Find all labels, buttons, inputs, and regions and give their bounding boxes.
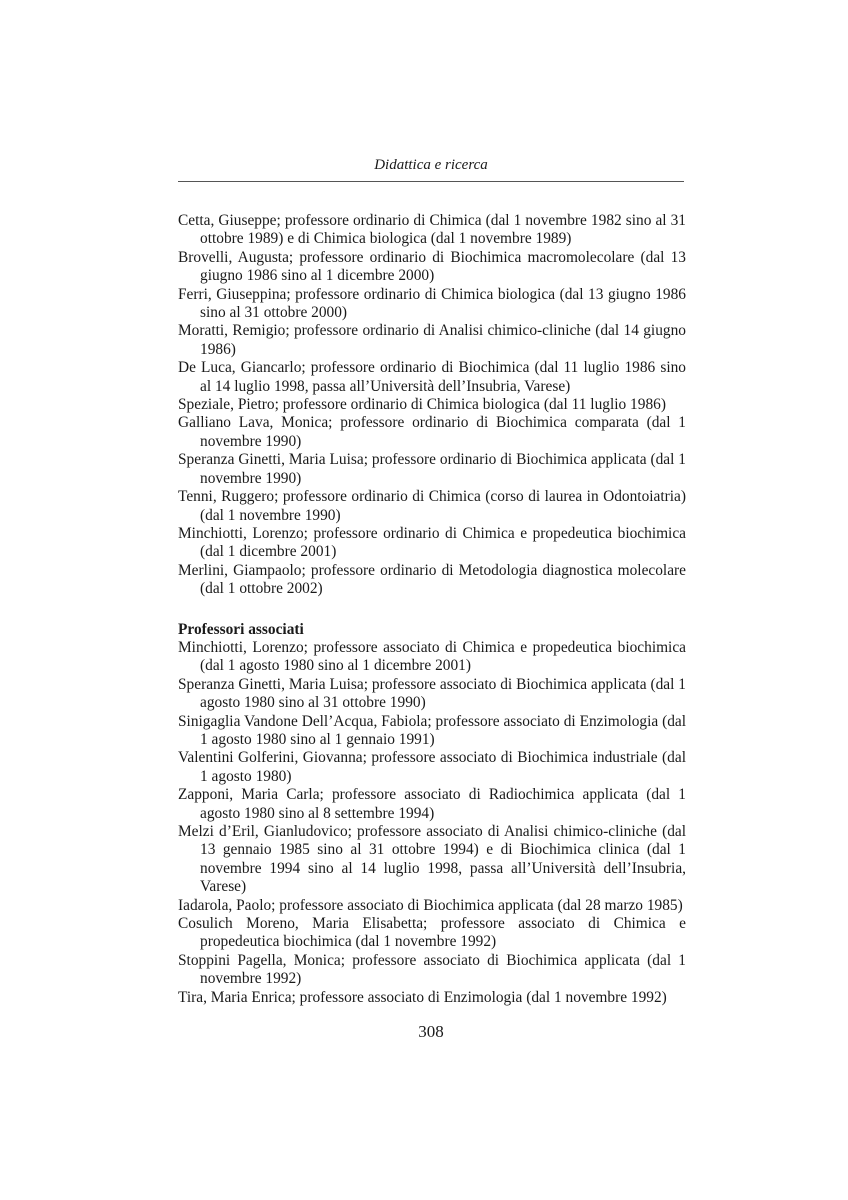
list-item: Iadarola, Paolo; professore associato di Biochimica applicata (dal 28 marzo 1985) [178,896,683,914]
page-number: 308 [418,1022,444,1041]
list-item: Speziale, Pietro; professore ordinario di Chimica biologica (dal 11 luglio 1986) [178,396,666,414]
list-item: Speranza Ginetti, Maria Luisa; professore ordinario di Biochimica applicata (dal 1 novembre 1990) [178,451,686,487]
header-rule [178,181,684,182]
list-item: Brovelli, Augusta; professore ordinario di Biochimica macromolecolare (dal 13 giugno 1986 sino al 1 dicembre 2000) [178,248,686,285]
list-item: De Luca, Giancarlo; professore ordinario di Biochimica (dal 11 luglio 1986 sino al 14 luglio 1998, passa all’Università dell’Insubria, Varese) [178,359,686,395]
running-head: Didattica e ricerca [374,157,488,173]
associati-list [178,639,686,1007]
list-item: Tira, Maria Enrica; professore associato di Enzimologia (dal 1 novembre 1992) [178,988,667,1006]
list-item: Tenni, Ruggero; professore ordinario di Chimica (corso di laurea in Odontoiatria) (dal 1 novembre 1990) [178,488,686,524]
list-item: Minchiotti, Lorenzo; professore ordinario di Chimica e propedeutica biochimica (dal 1 dicembre 2001) [178,524,686,561]
section-heading-associati: Professori associati [178,620,304,638]
list-item: Stoppini Pagella, Monica; professore associato di Biochimica applicata (dal 1 novembre 1992) [178,951,686,988]
list-item: Sinigaglia Vandone Dell’Acqua, Fabiola; professore associato di Enzimologia (dal 1 agosto 1980 sino al 1 gennaio 1991) [178,712,686,748]
list-item: Cosulich Moreno, Maria Elisabetta; professore associato di Chimica e propedeutica biochimica (dal 1 novembre 1992) [178,915,686,951]
list-item: Cetta, Giuseppe; professore ordinario di Chimica (dal 1 novembre 1982 sino al 31 ottobre 1989) e di Chimica biologica (dal 1 novembre 1989) [178,212,686,248]
list-item: Galliano Lava, Monica; professore ordinario di Biochimica comparata (dal 1 novembre 1990) [178,414,686,450]
ordinari-list [178,212,686,599]
list-item: Melzi d’Eril, Gianludovico; professore associato di Analisi chimico-cliniche (dal 13 gennaio 1985 sino al 31 ottobre 1994) e di Biochimica clinica (dal 1 novembre 1994 sino al 14 luglio 1998, passa all’Università dell’Insubria, Varese) [178,823,686,896]
list-item: Merlini, Giampaolo; professore ordinario di Metodologia diagnostica molecolare (dal 1 ottobre 2002) [178,561,686,598]
list-item: Valentini Golferini, Giovanna; professore associato di Biochimica industriale (dal 1 agosto 1980) [178,749,686,785]
list-item: Zapponi, Maria Carla; professore associato di Radiochimica applicata (dal 1 agosto 1980 sino al 8 settembre 1994) [178,786,686,822]
list-item: Ferri, Giuseppina; professore ordinario di Chimica biologica (dal 13 giugno 1986 sino al 31 ottobre 2000) [178,285,686,322]
page-body [178,212,686,1007]
list-item: Speranza Ginetti, Maria Luisa; professore associato di Biochimica applicata (dal 1 agosto 1980 sino al 31 ottobre 1990) [178,675,686,712]
list-item: Moratti, Remigio; professore ordinario di Analisi chimico-cliniche (dal 14 giugno 1986) [178,322,686,358]
list-item: Minchiotti, Lorenzo; professore associato di Chimica e propedeutica biochimica (dal 1 agosto 1980 sino al 1 dicembre 2001) [178,638,686,675]
